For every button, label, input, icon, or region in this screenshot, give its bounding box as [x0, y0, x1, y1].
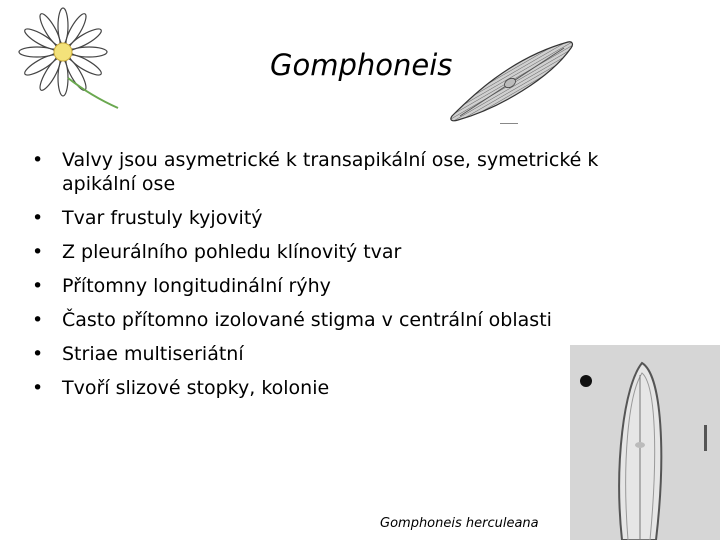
slide-title: Gomphoneis	[270, 48, 453, 82]
bullet-item: • Striae multiseriátní	[32, 342, 622, 366]
bullet-item: • Tvoří slizové stopky, kolonie	[32, 376, 622, 400]
micrograph-image	[570, 345, 720, 540]
diatom-drawing-image	[440, 28, 580, 128]
bullet-item: • Přítomny longitudinální rýhy	[32, 274, 622, 298]
bullet-item: • Valvy jsou asymetrické k transapikální ose, symetrické k apikální ose	[32, 148, 622, 196]
bullet-list	[32, 148, 622, 410]
bullet-item: • Z pleurálního pohledu klínovitý tvar	[32, 240, 622, 264]
bullet-item: • Tvar frustuly kyjovitý	[32, 206, 622, 230]
scale-bar	[500, 123, 518, 124]
bullet-item: • Často přítomno izolované stigma v centrální oblasti	[32, 308, 622, 332]
daisy-logo	[6, 4, 126, 112]
figure-caption: Gomphoneis herculeana	[380, 516, 539, 531]
